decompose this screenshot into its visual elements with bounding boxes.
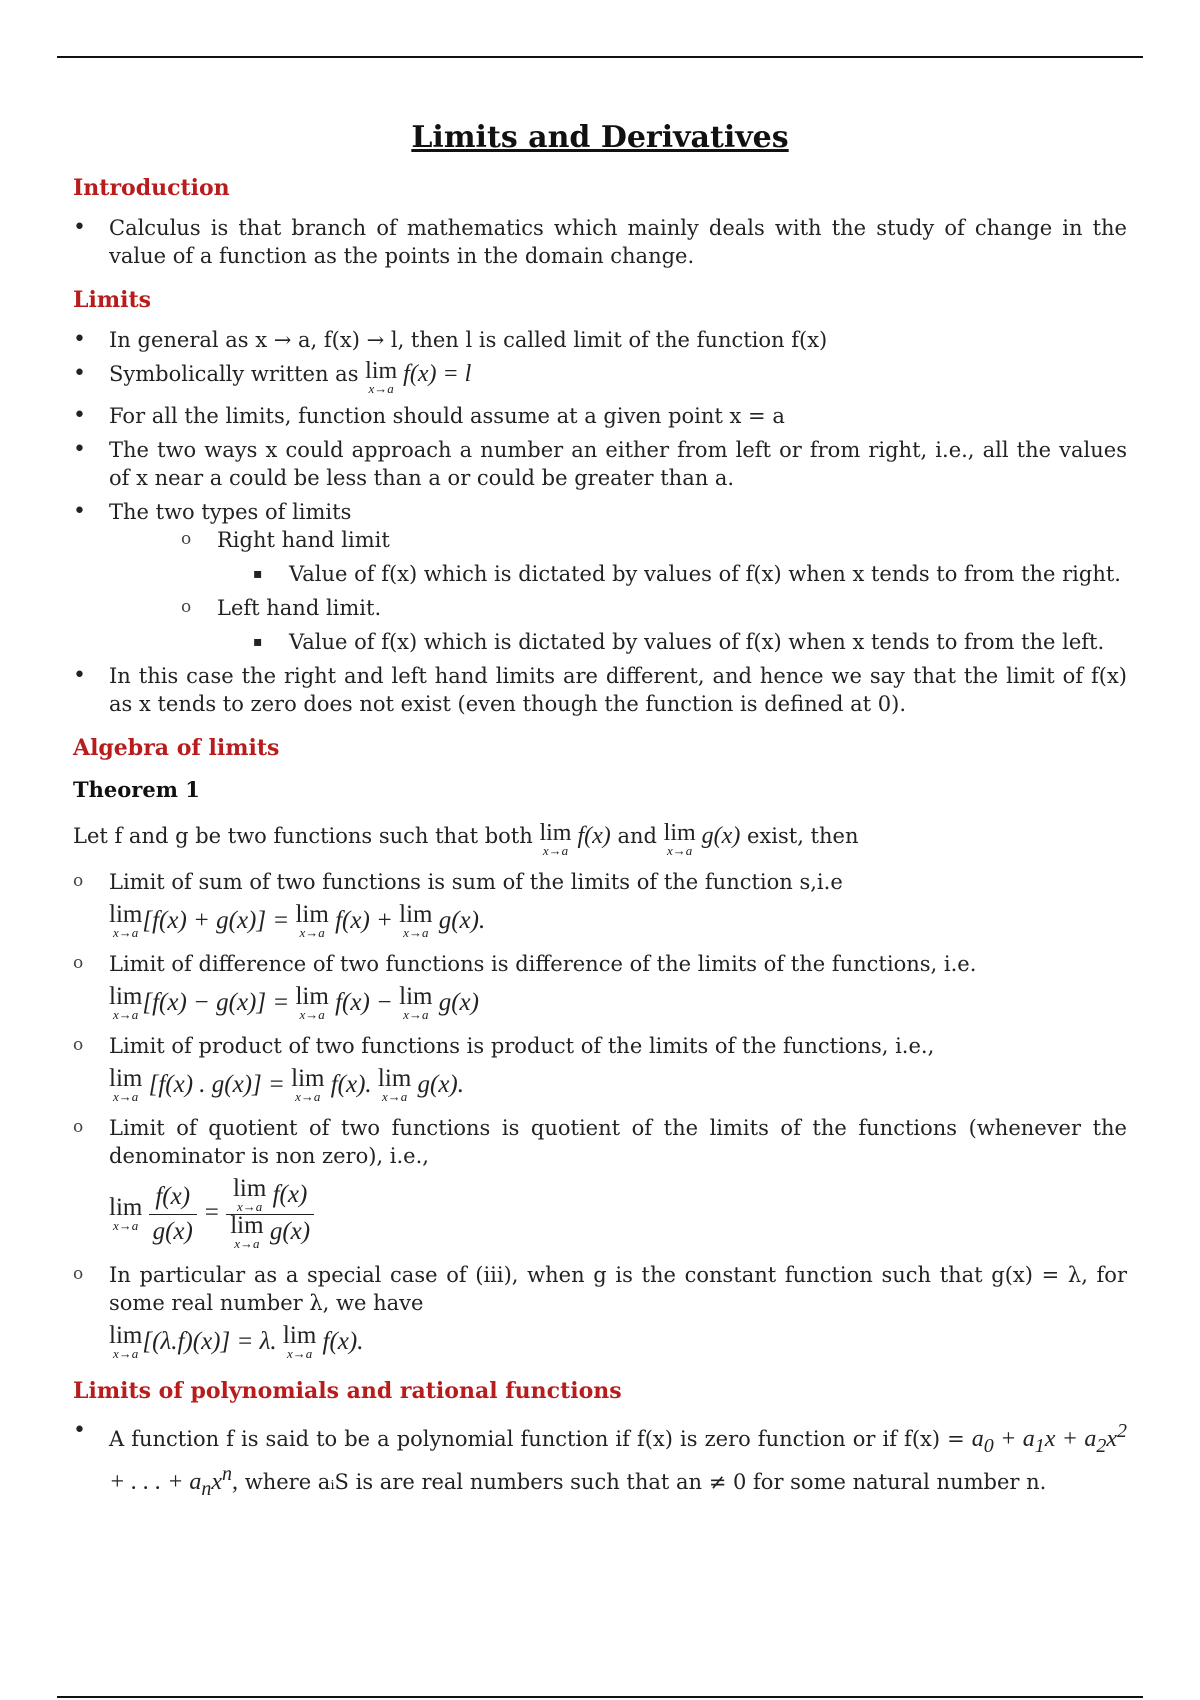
sum-formula: lim x→a [f(x) + g(x)] = lim x→a f(x) + lim x→a g(x). [109,901,486,940]
list-item: • In general as x → a, f(x) → l, then l is called limit of the function f(x) [73,326,1127,354]
page-title: Limits and Derivatives [411,120,789,155]
list-item-right-hand: o Right hand limit [181,526,1127,554]
polynomial-formula: $a_0 + a_1x + a_2x^2$ + . . . + $a_nx^n$, [109,1420,1127,1500]
list-item: • The two types of limits o Right hand limit ▪ Value of f(x) which is dictated by values of f(x) when x tends to from the right. o Left hand limit. ▪ Value of f(x) which is dictated by values of f(x) when x tends to from the left. [73,498,1127,656]
list-item: • Calculus is that branch of mathematics which mainly deals with the study of change in the value of a function as the points in the domain change. [73,214,1127,270]
symbolic-formula: lim x→a f(x) = l [365,358,472,396]
product-formula: lim x→a [f(x) . g(x)] = lim x→a f(x). lim x→a g(x). [109,1065,465,1104]
symbolic-prefix: Symbolically written as [109,362,359,386]
section-heading-algebra: Algebra of limits [73,735,280,761]
list-item-product: o Limit of product of two functions is product of the limits of the functions, i.e., lim x→a [f(x) . g(x)] = lim x→a f(x). lim x→a g(x). [73,1032,1127,1104]
list-item: • For all the limits, function should assume at a given point x = a [73,402,1127,430]
theorem-label: Theorem 1 [73,777,200,802]
list-item-right-hand-desc: ▪ Value of f(x) which is dictated by values of f(x) when x tends to from the right. [253,560,1127,588]
list-item-quotient: o Limit of quotient of two functions is quotient of the limits of the functions (whenever the denominator is non zero), i.e., lim x→a $\frac{f(x)}{g(x)}$ = lim x→a f(x) lim x→a g(x) [73,1114,1127,1251]
list-item-left-hand-desc: ▪ Value of f(x) which is dictated by values of f(x) when x tends to from the left. [253,628,1127,656]
quotient-formula: lim x→a $\frac{f(x)}{g(x)}$ = lim x→a f(x) lim x→a g(x) [109,1178,1127,1251]
section-heading-introduction: Introduction [73,175,230,201]
list-item: • In this case the right and left hand limits are different, and hence we say that the limit of f(x) as x tends to zero does not exist (even though the function is defined at 0). [73,662,1127,718]
polynomials-list [73,1417,1127,1503]
list-item: • The two ways x could approach a number an either from left or from right, i.e., all the values of x near a could be less than a or could be greater than a. [73,436,1127,492]
list-item-sum: o Limit of sum of two functions is sum of the limits of the function s,i.e lim x→a [f(x) + g(x)] = lim x→a f(x) + lim x→a g(x). [73,868,1127,940]
list-item-difference: o Limit of difference of two functions is difference of the limits of the functions, i.e. lim x→a [f(x) − g(x)] = lim x→a f(x) − lim x→a g(x) [73,950,1127,1022]
section-heading-limits: Limits [73,287,152,313]
list-item [73,360,1127,396]
section-heading-polynomials: Limits of polynomials and rational functions [73,1378,622,1404]
top-rule [57,56,1143,58]
limit-types-list [109,526,1127,554]
lim-operator: lim x→a [365,358,398,396]
list-item-special-case: o In particular as a special case of (iii), when g is the constant function such that g(x) = λ, for some real number λ, we have lim x→a [(λ.f)(x)] = λ. lim x→a f(x). [73,1261,1127,1361]
document-page [73,120,1127,1509]
list-item-left-hand: o Left hand limit. [181,594,1127,622]
theorem-intro: Let f and g be two functions such that both lim x→a f(x) and lim x→a g(x) exist, then [73,820,859,858]
list-item: • A function f is said to be a polynomial function if f(x) is zero function or if $f(x) = a_0 + a_1x + a_2x^2$ + . . . + $a_nx^n$, where aᵢS is are real numbers such that an ≠ 0 for some natural number n. [73,1417,1127,1503]
algebra-list [73,868,1127,1361]
bottom-rule [57,1696,1143,1698]
limits-list [73,326,1127,718]
special-case-formula: lim x→a [(λ.f)(x)] = λ. lim x→a f(x). [109,1322,364,1361]
difference-formula: lim x→a [f(x) − g(x)] = lim x→a f(x) − lim x→a g(x) [109,983,479,1022]
introduction-list [73,214,1127,270]
